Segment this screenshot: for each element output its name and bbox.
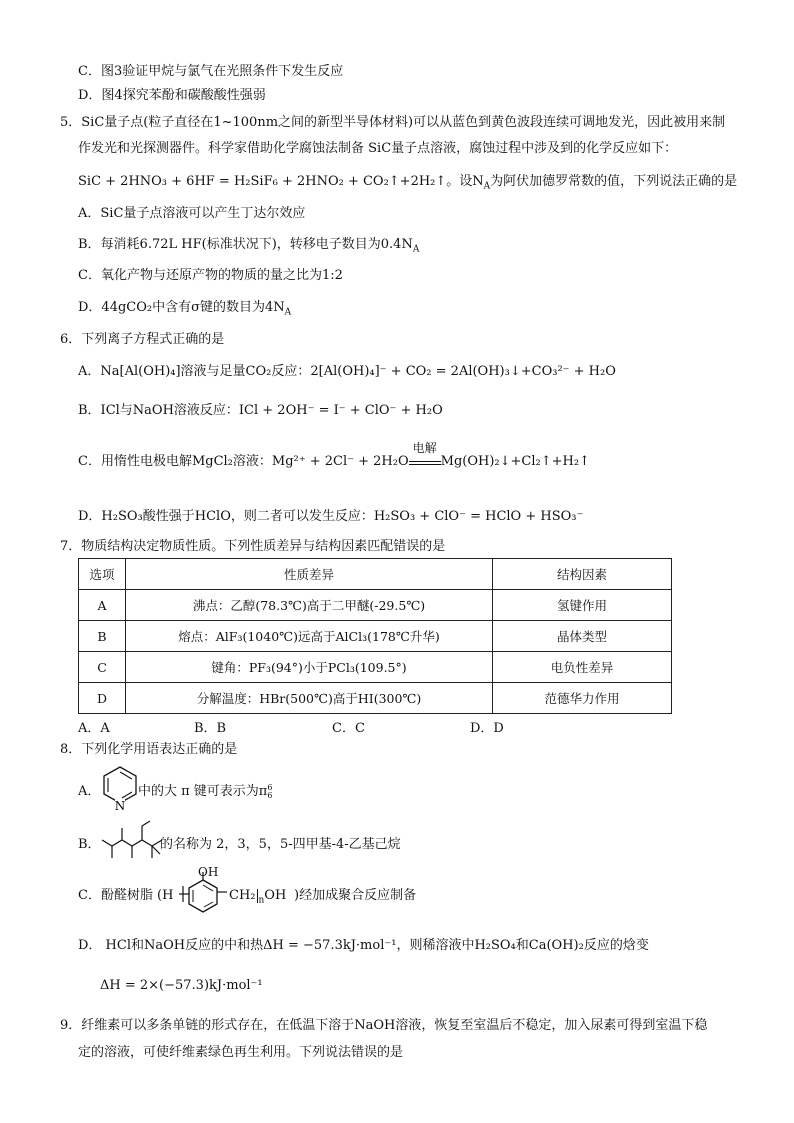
double-line (409, 461, 441, 465)
header-option: 选项 (79, 559, 126, 590)
q8-option-b-text: 的名称为 2，3，5，5-四甲基-4-乙基己烷 (160, 837, 401, 852)
row-option: A (79, 590, 126, 621)
bracket-bar (257, 889, 258, 903)
formula-ch2-text: CH₂ (229, 888, 256, 903)
row-factor: 范德华力作用 (493, 683, 672, 714)
row-option: D (79, 683, 126, 714)
row-property: 分解温度：HBr(500℃)高于HI(300℃) (126, 683, 493, 714)
q5-option-d-text: D．44gCO₂中含有σ键的数目为4N (78, 300, 285, 315)
q8-option-d-line2: ΔH = 2×(−57.3)kJ·mol⁻¹ (100, 978, 263, 993)
table-row (79, 683, 672, 714)
na-subscript: A (284, 307, 292, 318)
q4-option-c: C．图3验证甲烷与氯气在光照条件下发生反应 (78, 64, 344, 79)
row-property: 键角：PF₃(94°)小于PCl₃(109.5°) (126, 652, 493, 683)
row-factor: 晶体类型 (493, 621, 672, 652)
q5-option-b-text: B．每消耗6.72L HF(标准状况下)，转移电子数目为0.4N (78, 237, 413, 252)
table-header-row (79, 559, 672, 590)
q8-option-c-label: C．酚醛树脂 (78, 888, 153, 903)
formula-h: H (162, 888, 174, 903)
q5-equation (78, 172, 737, 197)
electrolysis-condition: 电解 (412, 441, 437, 455)
row-property: 沸点：乙醇(78.3℃)高于二甲醚(-29.5℃) (126, 590, 493, 621)
q8-option-a-text (138, 782, 272, 802)
q7-choice-b: B．B (194, 721, 227, 736)
formula-left-bracket: (H (157, 888, 174, 903)
q4-option-d: D．图4探究苯酚和碳酸酸性强弱 (78, 88, 266, 103)
q8-option-d-line1: D． HCl和NaOH反应的中和热ΔH = −57.3kJ·mol⁻¹，则稀溶液中H₂SO₄和Ca(OH)₂反应的焓变 (78, 938, 649, 953)
formula-oh-end: OH (264, 888, 287, 903)
q5-option-b (78, 235, 419, 260)
q8-stem: 8．下列化学用语表达正确的是 (60, 742, 238, 757)
alkane-skeletal-structure (100, 818, 164, 864)
q5-equation-text: SiC + 2HNO₃ + 6HF = H₂SiF₆ + 2HNO₂ + CO₂↑+2H₂↑。设N (78, 174, 484, 189)
q5-option-c: C．氧化产物与还原产物的物质的量之比为1:2 (78, 268, 343, 283)
row-factor: 电负性差异 (493, 652, 672, 683)
q7-table (78, 558, 672, 714)
q5-stem-line2: 作发光和光探测器件。科学家借助化学腐蚀法制备 SiC量子点溶液，腐蚀过程中涉及到的化学反应如下： (78, 141, 678, 156)
table-row (79, 652, 672, 683)
q6-option-c (78, 441, 590, 472)
q6-option-c-post: Mg(OH)₂↓+Cl₂↑+H₂↑ (440, 454, 590, 469)
na-subscript: A (483, 181, 491, 192)
q9-stem-line1: 9．纤维素可以多条单链的形式存在，在低温下溶于NaOH溶液，恢复至室温后不稳定，加入尿素可得到室温下稳 (60, 1018, 708, 1033)
q7-choice-a: A．A (78, 721, 110, 736)
row-property: 熔点：AlF₃(1040℃)远高于AlCl₃(178℃升华) (126, 621, 493, 652)
formula-ch2 (229, 886, 286, 911)
q5-option-d (78, 298, 291, 323)
q5-option-a: A．SiC量子点溶液可以产生丁达尔效应 (78, 206, 306, 221)
q8-option-a-label: A． (78, 784, 101, 799)
q6-option-d: D．H₂SO₃酸性强于HClO，则二者可以发生反应：H₂SO₃ + ClO⁻ = HClO + HSO₃⁻ (78, 509, 584, 524)
electrolysis-arrow (409, 441, 441, 465)
na-subscript: A (412, 244, 420, 255)
nitrogen-atom-label: N (114, 799, 126, 812)
q6-option-b: B．ICl与NaOH溶液反应：ICl + 2OH⁻ = I⁻ + ClO⁻ + H₂O (78, 403, 443, 418)
pi-indices: 6 6 (267, 782, 273, 800)
formula-n: n (258, 895, 265, 906)
formula-oh-top: OH (198, 865, 219, 879)
row-option: C (79, 652, 126, 683)
q7-choice-c: C．C (332, 721, 365, 736)
table-row (79, 621, 672, 652)
q6-option-c-pre: C．用惰性电极电解MgCl₂溶液：Mg²⁺ + 2Cl⁻ + 2H₂O (78, 454, 409, 469)
q5-stem-line1: 5．SiC量子点(粒子直径在1~100nm之间的新型半导体材料)可以从蓝色到黄色波段连续可调地发光，因此被用来制 (60, 115, 726, 130)
q7-stem: 7．物质结构决定物质性质。下列性质差异与结构因素匹配错误的是 (60, 539, 446, 554)
q8-option-a-post: 中的大 π 键可表示为π (138, 784, 268, 799)
header-property: 性质差异 (126, 559, 493, 590)
q6-option-a: A．Na[Al(OH)₄]溶液与足量CO₂反应：2[Al(OH)₄]⁻ + CO₂ = 2Al(OH)₃↓+CO₃²⁻ + H₂O (78, 364, 616, 379)
q7-choice-d: D．D (470, 721, 504, 736)
q9-stem-line2: 定的溶液，可使纤维素绿色再生利用。下列说法错误的是 (78, 1045, 404, 1060)
q8-option-b-label: B． (78, 837, 101, 852)
q8-option-c-text: )经加成聚合反应制备 (294, 888, 417, 903)
pyridine-structure (100, 764, 140, 812)
row-option: B (79, 621, 126, 652)
q6-stem: 6．下列离子方程式正确的是 (60, 332, 225, 347)
table-row (79, 590, 672, 621)
header-factor: 结构因素 (493, 559, 672, 590)
row-factor: 氢键作用 (493, 590, 672, 621)
q5-equation-tail: 为阿伏加德罗常数的值，下列说法正确的是 (490, 174, 738, 189)
